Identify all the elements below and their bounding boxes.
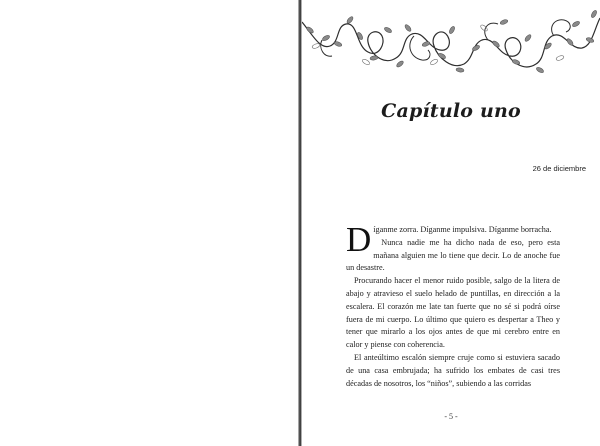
- right-page: [302, 0, 600, 446]
- paragraph-4: El anteúltimo escalón siempre cruje como si estuviera sacado de una casa embrujada; ha sufrido los embates de casi tres décadas de nosotros, los “niños”, subiendo a las corridas: [346, 352, 560, 388]
- drop-cap: D: [346, 220, 372, 259]
- chapter-title: Capítulo uno: [381, 100, 521, 122]
- vine-garland-ornament: [302, 0, 600, 90]
- paragraph-3: Procurando hacer el menor ruido posible, salgo de la litera de abajo y atravieso el suelo helado de puntillas, en dirección a la escalera. El corazón me late tan fuerte que no sé si podrá oírse fuera de mi cuerpo. Lo último que quiero es despertar a Theo y tener que mirarlo a los ojos antes de que mi cerebro entre en calor y piense con coherencia.: [346, 276, 560, 350]
- left-page-blank: [0, 0, 298, 446]
- paragraph-2: Nunca nadie me ha dicho nada de eso, pero esta mañana alguien me lo tiene que decir. Lo de anoche fue un desastre.: [346, 237, 560, 273]
- chapter-date: 26 de diciembre: [532, 164, 586, 173]
- paragraph-1-text: íganme zorra. Díganme impulsiva. Díganme borracha.: [373, 225, 552, 234]
- chapter-body: [346, 220, 560, 390]
- page-number: - 5 -: [444, 412, 458, 421]
